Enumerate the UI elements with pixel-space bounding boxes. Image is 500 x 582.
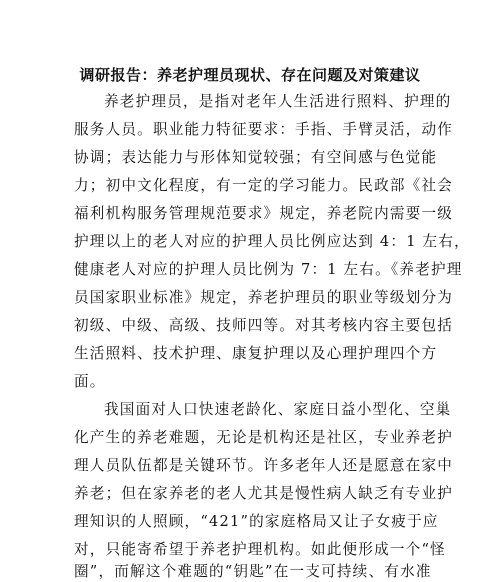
paragraph-line: 对，只能寄希望于养老护理机构。如此便形成一个“怪 xyxy=(74,541,446,558)
paragraph-line: 健康老人对应的护理人员比例为 7：1 左右。《养老护理 xyxy=(74,261,463,278)
paragraph-line: 圈”，而解这个难题的“钥匙”在一支可持续、有水准 xyxy=(74,563,432,580)
paragraph-line: 我国面对人口快速老龄化、家庭日益小型化、空巢 xyxy=(104,401,452,418)
paragraph-line: 服务人员。职业能力特征要求：手指、手臂灵活，动作 xyxy=(74,121,454,138)
paragraph-line: 养老护理员，是指对老年人生活进行照料、护理的 xyxy=(104,93,452,110)
paragraph-line: 初级、中级、高级、技师四等。对其考核内容主要包括 xyxy=(74,317,454,334)
paragraph-line: 员国家职业标准》规定，养老护理员的职业等级划分为 xyxy=(74,289,454,306)
paragraph-line: 协调；表达能力与形体知觉较强；有空间感与色觉能 xyxy=(74,149,438,166)
paragraph-line: 福利机构服务管理规范要求》规定，养老院内需要一级 xyxy=(74,205,454,222)
paragraph-line: 理人员队伍都是关键环节。许多老年人还是愿意在家中 xyxy=(74,457,454,474)
paragraph-line: 生活照料、技术护理、康复护理以及心理护理四个方 xyxy=(74,345,438,362)
document-title: 调研报告：养老护理员现状、存在问题及对策建议 xyxy=(79,66,421,84)
paragraph-line: 理知识的人照顾，“421”的家庭格局又让子女疲于应 xyxy=(74,513,439,530)
paragraph-line: 护理以上的老人对应的护理人员比例应达到 4：1 左右， xyxy=(74,233,470,250)
paragraph-line: 力；初中文化程度，有一定的学习能力。民政部《社会 xyxy=(74,177,454,194)
paragraph-line: 养老；但在家养老的老人尤其是慢性病人缺乏有专业护 xyxy=(74,485,454,502)
paragraph-line: 面。 xyxy=(74,373,106,390)
paragraph-line: 化产生的养老难题，无论是机构还是社区，专业养老护 xyxy=(74,429,454,446)
